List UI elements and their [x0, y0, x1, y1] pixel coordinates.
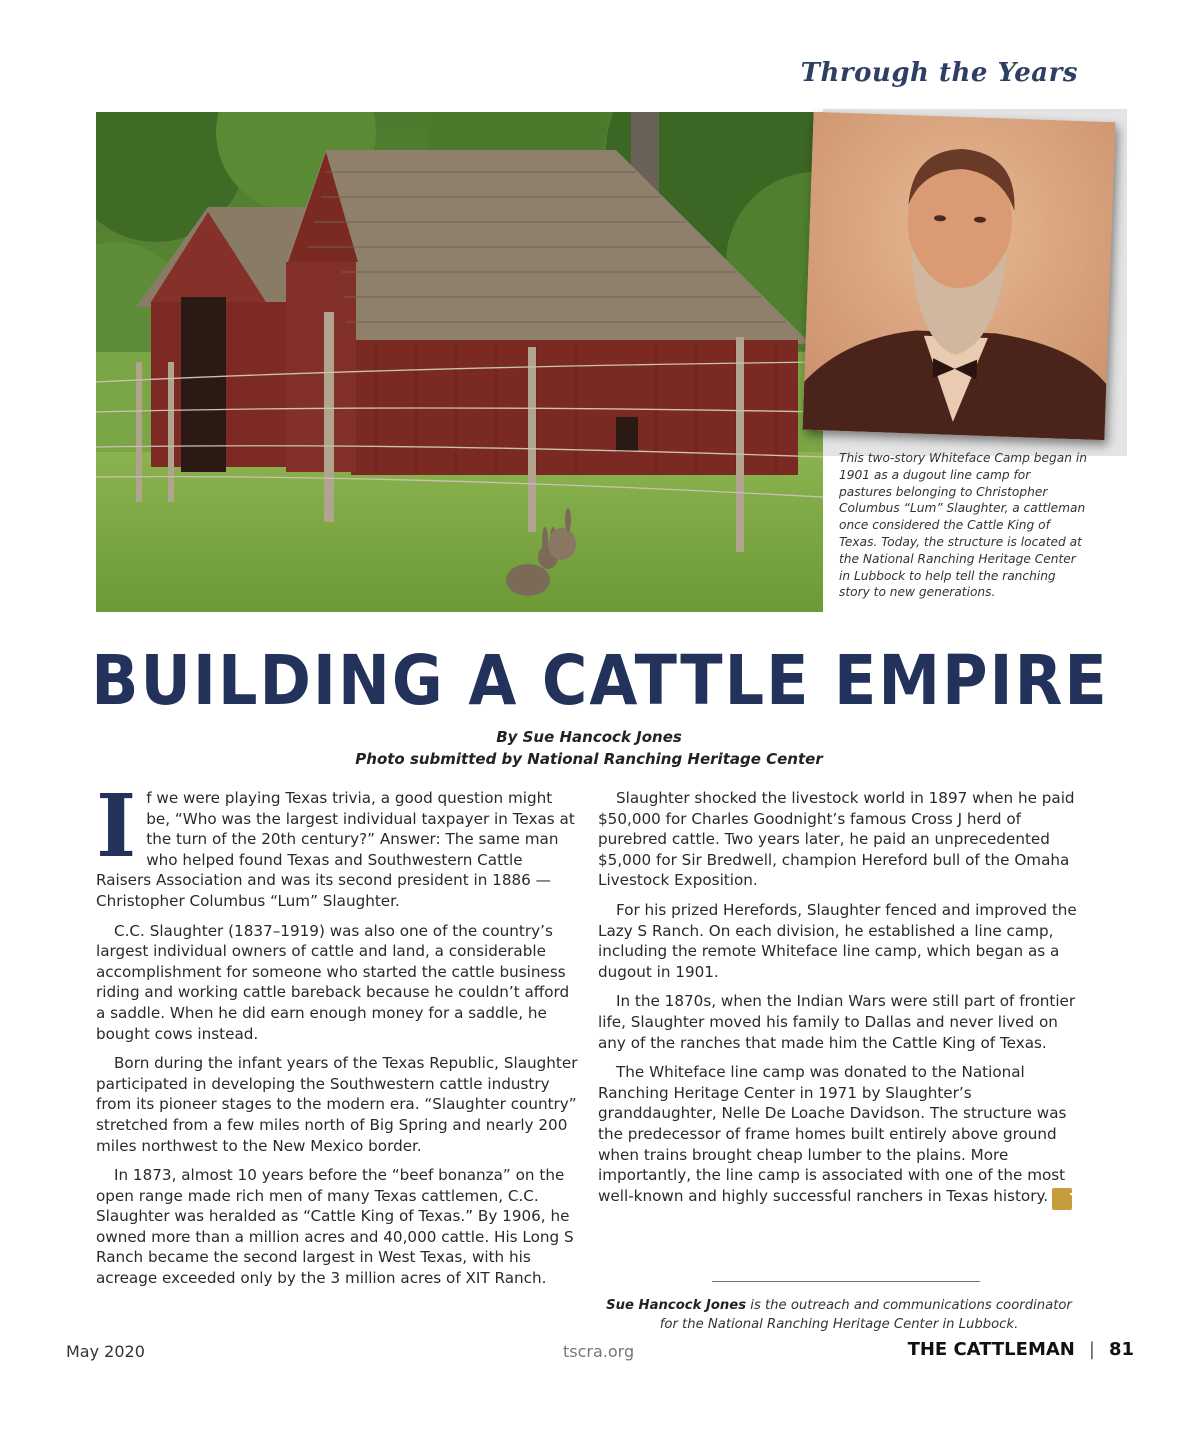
whiteface-camp-photo [96, 112, 823, 612]
article-paragraph: In 1873, almost 10 years before the “beef bonanza” on the open range made rich men of many Texas cattlemen, C.C. Slaughter was heralded as “Cattle King of Texas.” By 1906, he owned more than a million acres and 40,000 cattle. His Long S Ranch became the second largest in West Texas, with his acreage exceeded only by the 3 million acres of XIT Ranch. [96, 1166, 574, 1288]
footer-site-link[interactable]: tscra.org [563, 1342, 635, 1361]
article-column-left [96, 776, 578, 1298]
article-paragraph: The Whiteface line camp was donated to the National Ranching Heritage Center in 1971 by Slaughter’s granddaughter, Nelle De Loache Davidson. The structure was the predecessor of frame homes built entirely above ground when trains brought cheap lumber to the plains. More importantly, the line camp is associated with one of the most well-known and highly successful ranchers in Texas history. TC [598, 1063, 1092, 1208]
article-paragraph: For his prized Herefords, Slaughter fenced and improved the Lazy S Ranch. On each division, he established a line camp, including the remote Whiteface line camp, which began as a dugout in 1901. [598, 900, 1077, 981]
article-paragraph: Born during the infant years of the Texas Republic, Slaughter participated in developing the Southwestern cattle industry from its pioneer stages to the modern era. “Slaughter country” stretched from a few miles north of Big Spring and nearly 200 miles northwest to the New Mexico border. [96, 1054, 578, 1155]
footer-magazine-name: THE CATTLEMAN [907, 1339, 1075, 1360]
footer-page-number: 81 [1108, 1339, 1134, 1360]
bio-author-name: Sue Hancock Jones [606, 1298, 747, 1313]
article-column-right [598, 788, 1092, 1219]
footer-magazine-page [908, 1339, 1134, 1360]
footer-separator: | [1088, 1339, 1095, 1360]
article-paragraph: If we were playing Texas trivia, a good question might be, “Who was the largest individual taxpayer in Texas at the turn of the 20th century?” Answer: The same man who helped found Texas and Southwestern Cattle Raisers Association and was its second president in 1886 — Christopher Columbus “Lum” Slaughter. [96, 776, 575, 910]
portrait-illustration [803, 112, 1116, 440]
article-paragraph: Slaughter shocked the livestock world in 1897 when he paid $50,000 for Charles Goodnight’s famous Cross J herd of purebred cattle. Two years later, he paid an unprecedented $5,000 for Sir Bredwell, champion Hereford bull of the Omaha Livestock Exposition. [598, 789, 1075, 890]
article-paragraph: In the 1870s, when the Indian Wars were still part of frontier life, Slaughter moved his family to Dallas and never lived on any of the ranches that made him the Cattle King of Texas. [598, 992, 1076, 1052]
byline [0, 726, 1178, 770]
bio-text: is the outreach and communications coordinator for the National Ranching Heritage Center in Lubbock. [659, 1298, 1072, 1332]
end-mark-icon: TC [1052, 1188, 1072, 1210]
article-headline: BUILDING A CATTLE EMPIRE [91, 640, 1109, 721]
footer-date: May 2020 [66, 1342, 145, 1361]
section-tag: Through the Years [800, 58, 1078, 88]
photo-caption: This two-story Whiteface Camp began in 1901 as a dugout line camp for pastures belonging to Christopher Columbus “Lum” Slaughter, a cattleman once considered the Cattle King of Texas. Today, the structure is located at the National Ranching Heritage Center in Lubbock to help tell the ranching story to new generations. [839, 451, 1087, 600]
byline-photo-credit: Photo submitted by National Ranching Heritage Center [355, 750, 823, 768]
article-paragraph: C.C. Slaughter (1837–1919) was also one of the country’s largest individual owners of cattle and land, a considerable accomplishment for someone who started the cattle business riding and working cattle bareback because he couldn’t afford a saddle. When he did earn enough money for a saddle, he bought cows instead. [96, 921, 570, 1043]
author-bio [598, 1296, 1080, 1334]
barn-illustration [96, 112, 823, 612]
bio-divider [712, 1281, 980, 1282]
byline-author: By Sue Hancock Jones [496, 728, 682, 746]
slaughter-portrait [803, 112, 1116, 440]
drop-cap: I [96, 776, 137, 877]
